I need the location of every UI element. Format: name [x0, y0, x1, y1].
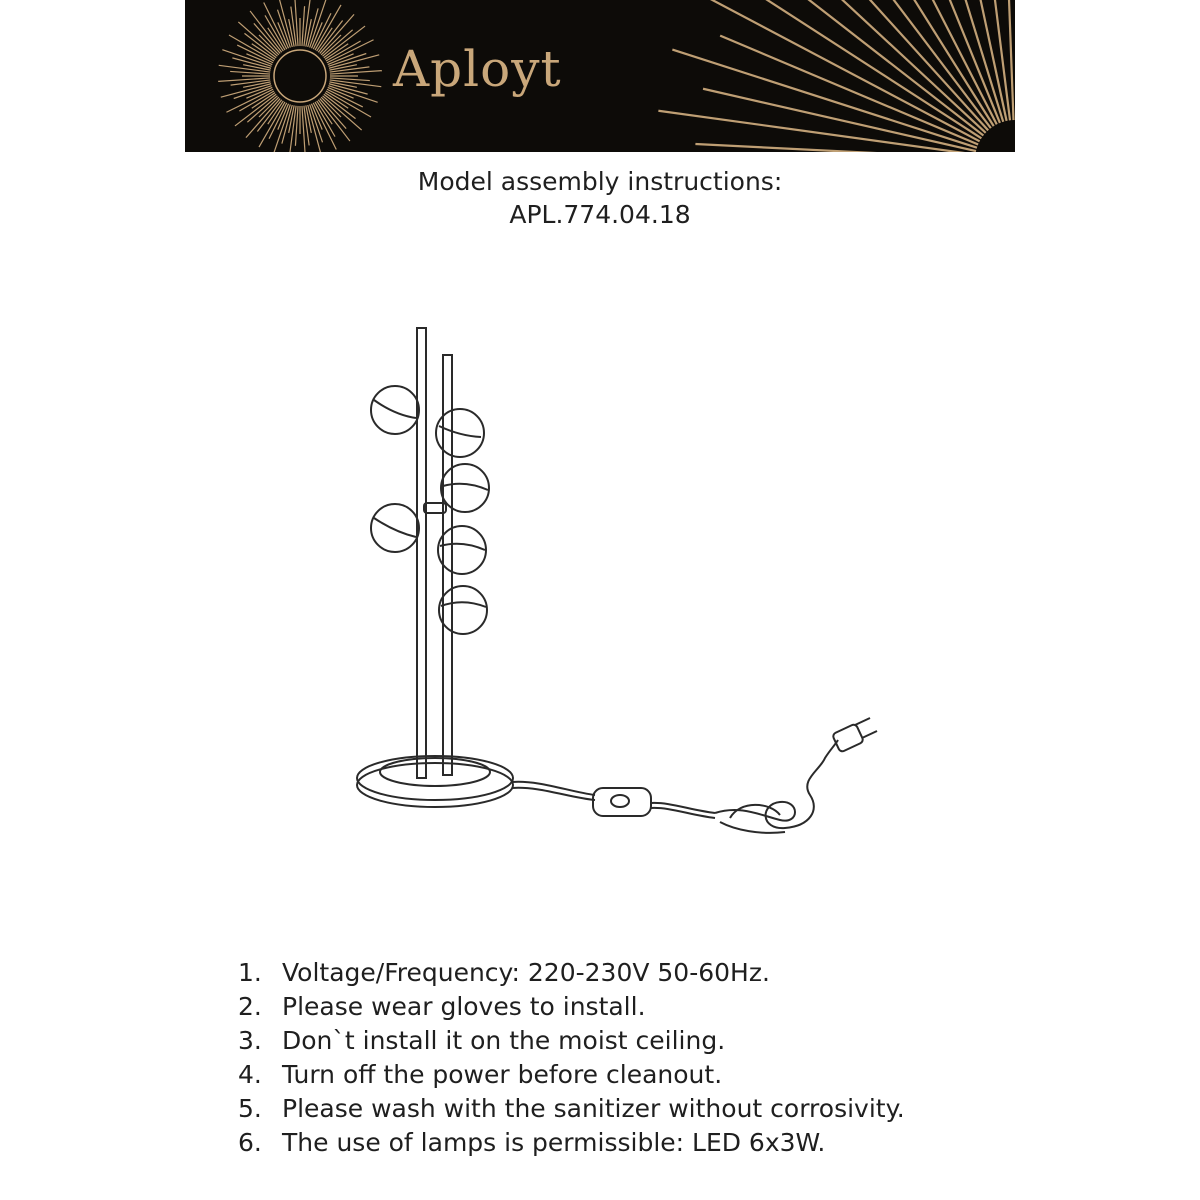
item-number: 4. — [238, 1060, 262, 1089]
item-number: 2. — [238, 992, 262, 1021]
item-number: 5. — [238, 1094, 262, 1123]
item-text: The use of lamps is permissible: LED 6x3W. — [282, 1128, 826, 1157]
list-item — [238, 1126, 1138, 1160]
list-item — [238, 956, 1138, 990]
list-item — [238, 1092, 1138, 1126]
item-text: Voltage/Frequency: 220-230V 50-60Hz. — [282, 958, 770, 987]
item-number: 6. — [238, 1128, 262, 1157]
item-number: 3. — [238, 1026, 262, 1055]
title-line: Model assembly instructions: — [417, 167, 783, 196]
item-text: Turn off the power before cleanout. — [282, 1060, 723, 1089]
model-number: APL.774.04.18 — [509, 200, 691, 229]
item-text: Please wear gloves to install. — [282, 992, 646, 1021]
brand-logo: Aployt — [393, 40, 562, 98]
list-item — [238, 990, 1138, 1024]
sunburst-decoration-icon — [185, 0, 1015, 152]
item-text: Don`t install it on the moist ceiling. — [282, 1026, 726, 1055]
instructions-list — [238, 956, 1138, 1160]
list-item — [238, 1058, 1138, 1092]
table-lamp-line-drawing-icon — [340, 310, 900, 870]
item-text: Please wash with the sanitizer without corrosivity. — [282, 1094, 905, 1123]
header-banner — [185, 0, 1015, 152]
list-item — [238, 1024, 1138, 1058]
item-number: 1. — [238, 958, 262, 987]
document-title — [0, 165, 1200, 231]
